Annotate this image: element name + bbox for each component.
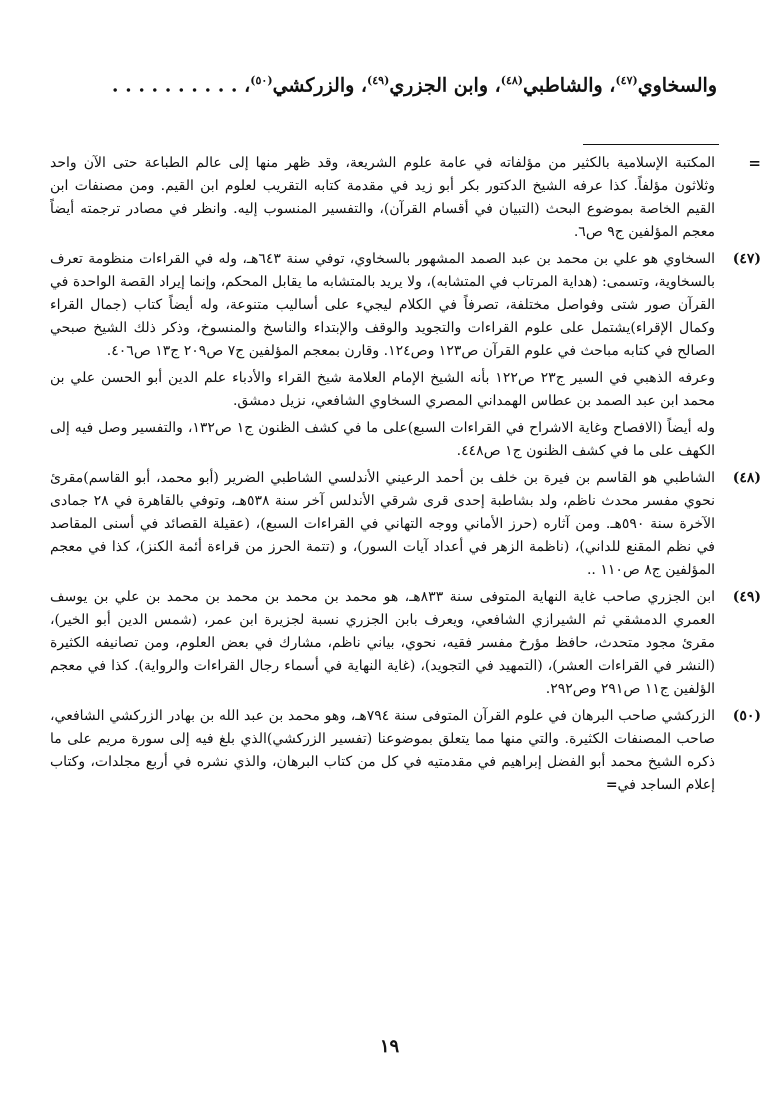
footnote-text: وله أيضاً (الافصاح وغاية الاشراح في القراءات السبع)على ما في كشف الظنون ج١ ص١٣٢، والتفسير وصل فيه إلى الكهف على ما في كشف الظنون ج١ ص٤٤٨. — [50, 420, 715, 459]
footnote-48 — [50, 467, 761, 582]
footnote-49 — [50, 586, 761, 701]
footnote-text: المكتبة الإسلامية بالكثير من مؤلفاته في عامة علوم الشريعة، وقد ظهر منها إلى عالم الطباعة حتى الآن واحد وثلاثون مؤلفاً. كذا عرفه الشيخ الدكتور بكر أبو زيد في مقدمة كتابه التقريب لعلوم ابن القيم. ومن مصنفات ابن القيم الخاصة بموضوع البحث (التبيان في أقسام القرآن)، والتفسير المنسوب إليه. وانظر في مصادر ترجمته أيضاً معجم المؤلفين ج٩ ص٦. — [50, 155, 715, 240]
footnote-47-paragraph — [50, 417, 715, 463]
main-text-line — [60, 74, 717, 96]
footnote-text: ابن الجزري صاحب غاية النهاية المتوفى سنة ٨٣٣هـ، هو محمد بن محمد بن محمد بن محمد بن علي بن يوسف العمري الدمشقي ثم الشيرازي الشافعي، ويعرف بابن الجزري نسبة لجزيرة ابن عمر، (شمس الدين أبو الخير)، مقرئ مجود متحدث، حافظ مؤرخ مفسر فقيه، نحوي، بياني ناظم، مشارك في بعض العلوم، ومن تصانيفه الكثيرة (النشر في القراءات العشر)، (التمهيد في التجويد)، (غاية النهاية في أسماء رجال القراءات والرواية). كذا في معجم الؤلفين ج١١ ص٢٩١ وص٢٩٢. — [50, 589, 715, 697]
footnote-47-paragraph — [50, 367, 715, 413]
main-text-part: ، . . . . . . . . . . — [111, 74, 251, 97]
page-number: ١٩ — [379, 1036, 400, 1057]
footnote-number: (٤٧) — [732, 251, 761, 267]
continues-marker: = — [605, 777, 618, 793]
footnote-47 — [50, 248, 761, 363]
footnote-continuation — [50, 152, 761, 244]
main-text-part: ، والشاطبي — [523, 74, 616, 97]
continuation-marker: = — [748, 154, 761, 172]
footnote-text: الزركشي صاحب البرهان في علوم القرآن المتوفى سنة ٧٩٤هـ، وهو محمد بن عبد الله بن بهادر الزركشي الشافعي، صاحب المصنفات الكثيرة. والتي منها مما يتعلق بموضوعنا (تفسير الزركشي)الذي بلغ فيه إلى سورة مريم على ما ذكره الشيخ محمد أبو الفضل إبراهيم في مقدمتيه في كل من كتاب البرهان، والذي نشره في أربع مجلدات، وكتاب إعلام الساجد في — [50, 708, 715, 793]
footnote-number: (٤٨) — [732, 470, 761, 486]
footnote-text: الشاطبي هو القاسم بن فيرة بن خلف بن أحمد الرعيني الأندلسي الشاطبي الضرير (أبو محمد، أبو القاسم)مقرئ نحوي مفسر محدث ناظم، ولد بشاطبة إحدى قرى شرقي الأندلس آخر سنة ٥٣٨هـ، وتوفي بالقاهرة في ٢٨ جمادى الآخرة سنة ٥٩٠هـ. ومن آثاره (حرز الأماني ووجه التهاني في القراءات السبع)، (عقيلة القصائد في أسنى المقاصد في نظم المقنع للداني)، (ناظمة الزهر في أعداد آيات السور)، و (تتمة الحرز من قراءة أئمة الكنز)، كذا في معجم المؤلفين ج٨ ص١١٠ .. — [50, 470, 715, 578]
footnote-number: (٥٠) — [732, 708, 761, 724]
footnote-ref: (٥٠) — [250, 74, 273, 87]
main-text-part: ، والزركشي — [272, 74, 368, 97]
footnote-separator — [583, 144, 719, 145]
footnote-text: السخاوي هو علي بن محمد بن عبد الصمد المشهور بالسخاوي، توفي سنة ٦٤٣هـ، وله في القراءات منظومة تعرف بالسخاوية، وتسمى: (هداية المرتاب في المتشابه)، ولا يريد بالمتشابه ما يقابل المحكم، وإنما إيراد القصة الواحدة في القرآن صور شتى وفواصل مختلفة، تصرفاً في الكلام ليجيء على أساليب متنوعة، وله أيضاً كتاب (جمال القراء وكمال الإقراء)يشتمل على علوم القراءات والتجويد والوقف والإبتداء والناسخ والمنسوخ، وذكر ذلك الشيخ صبحي الصالح في كتابه مباحث في علوم القرآن ص١٢٣ وص١٢٤. وقارن بمعجم المؤلفين ج٧ ص٢٠٩ ج١٣ ص٤٠٦. — [50, 251, 715, 359]
footnote-ref: (٤٨) — [500, 74, 524, 87]
main-text-part: والسخاوي — [637, 74, 717, 97]
main-text-part: ، وابن الجزري — [389, 74, 501, 97]
footnote-text: وعرفه الذهبي في السير ج٢٣ ص١٢٢ بأنه الشيخ الإمام العلامة شيخ القراء والأدباء علم الدين أبو الحسن علي بن محمد ابن عبد الصمد بن عطاس الهمداني المصري السخاوي الشافعي، نزيل دمشق. — [50, 370, 715, 409]
footnote-number: (٤٩) — [732, 589, 761, 605]
footnote-ref: (٤٧) — [615, 74, 638, 87]
footnotes-block — [50, 152, 761, 801]
footnote-ref: (٤٩) — [367, 74, 390, 87]
footnote-50 — [50, 705, 761, 797]
